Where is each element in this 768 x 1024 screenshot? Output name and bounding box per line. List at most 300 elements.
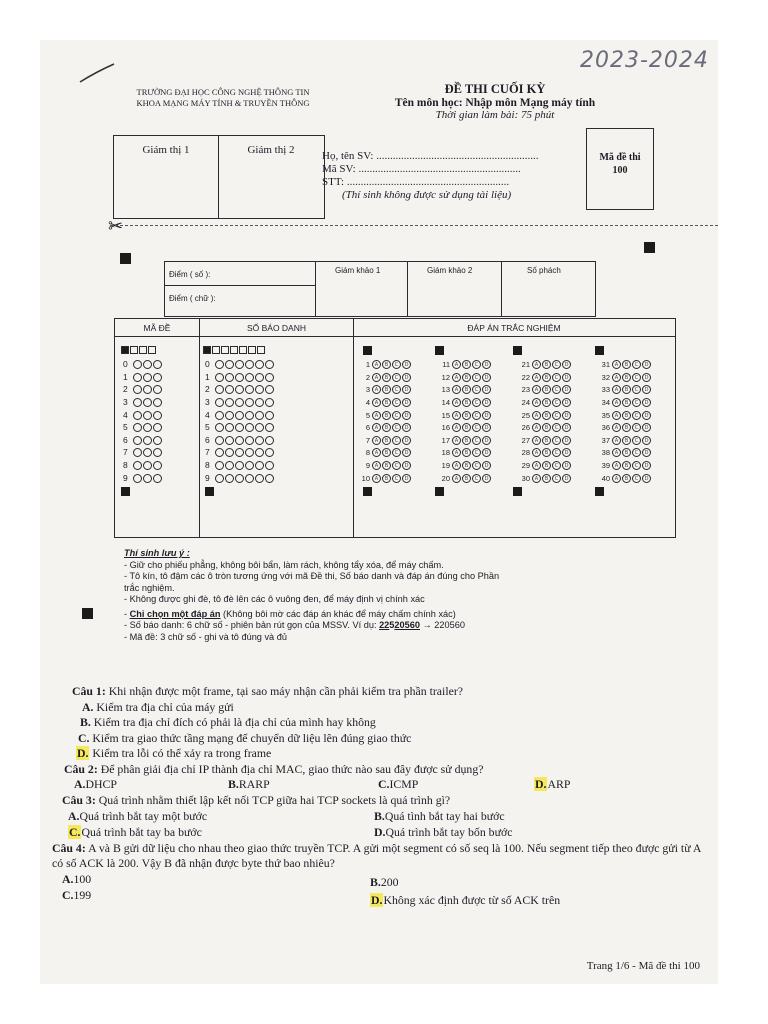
student-number-bubble — [245, 461, 254, 470]
exam-code-bubble-row — [123, 435, 163, 446]
student-number-bubble — [225, 448, 234, 457]
student-number-bubble — [235, 373, 244, 382]
alignment-marker — [435, 346, 444, 355]
answer-bubble-a: A — [612, 423, 621, 432]
answer-bubble-row — [599, 422, 652, 433]
answer-bubble-b: B — [382, 461, 391, 470]
exam-code-bubble — [143, 360, 152, 369]
question-number: 35 — [601, 410, 610, 420]
exam-code-bubble — [153, 373, 162, 382]
score-table — [164, 261, 596, 317]
answer-bubble-a: A — [452, 474, 461, 483]
answer-bubble-c: C — [632, 398, 641, 407]
student-number-bubble — [245, 436, 254, 445]
answer-bubble-c: C — [472, 360, 481, 369]
option: A. DHCP — [74, 777, 117, 791]
question-number: 18 — [441, 448, 450, 458]
question-number: 32 — [601, 372, 610, 382]
answer-bubble-b: B — [382, 373, 391, 382]
answer-bubble-a: A — [452, 373, 461, 382]
answer-bubble-a: A — [532, 385, 541, 394]
student-number-bubble — [225, 373, 234, 382]
proctor-2-label: Giám thị 2 — [247, 144, 295, 156]
answer-bubble-row — [439, 409, 492, 420]
exam-code-bubble — [153, 360, 162, 369]
answer-bubble-d: D — [642, 448, 651, 457]
answer-bubble-a: A — [612, 373, 621, 382]
answer-bubble-a: A — [612, 398, 621, 407]
exam-code-bubble — [133, 398, 142, 407]
digit-label: 7 — [123, 447, 128, 458]
digit-label: 8 — [123, 460, 128, 471]
exam-code-bubble-row — [123, 409, 163, 420]
option: C. Kiểm tra giao thức tầng mạng để chuyển dữ liệu lên đúng giao thức — [78, 730, 412, 745]
scissors-icon: ✂ — [108, 216, 124, 237]
option: A. Quá trình bắt tay một bước — [68, 808, 208, 823]
year-handwritten: 2023-2024 — [580, 48, 709, 73]
digit-label: 5 — [123, 422, 128, 433]
option: B. Quá tình bắt tay hai bước — [374, 808, 505, 823]
question-number: 8 — [365, 448, 370, 458]
answer-bubble-d: D — [482, 398, 491, 407]
alignment-marker — [435, 487, 444, 496]
question-number: 9 — [365, 461, 370, 471]
exam-code-bubble — [153, 448, 162, 457]
answer-bubble-row — [359, 397, 412, 408]
answer-bubble-b: B — [382, 474, 391, 483]
alignment-marker — [595, 487, 604, 496]
student-number-bubble — [225, 411, 234, 420]
answer-bubble-b: B — [382, 448, 391, 457]
question-4: Câu 4: A và B gửi dữ liệu cho nhau theo giao thức truyền TCP. A gửi một segment có số seq là 100. Nếu segment tiếp theo được gửi từ A có số ACK là 200. Vậy B đã nhận được byte thứ bao nhiêu? — [52, 840, 701, 870]
question-2: Câu 2: Để phân giải địa chỉ IP thành địa chỉ MAC, giao thức nào sau đây được sử dụng? — [64, 761, 484, 776]
answer-bubble-b: B — [462, 385, 471, 394]
answer-bubble-b: B — [542, 385, 551, 394]
answer-bubble-b: B — [542, 436, 551, 445]
digit-label: 6 — [123, 434, 128, 445]
options-row — [52, 809, 702, 825]
answer-bubble-b: B — [382, 423, 391, 432]
answer-bubble-c: C — [392, 423, 401, 432]
student-number-bubble — [255, 436, 264, 445]
grader-2-label: Giám khảo 2 — [427, 266, 473, 275]
question-number: 24 — [521, 398, 530, 408]
digit-label: 8 — [205, 460, 210, 471]
answer-bubble-row — [439, 372, 492, 383]
exam-title: ĐỀ THI CUỐI KỲ — [444, 82, 546, 96]
answer-bubble-d: D — [562, 448, 571, 457]
answer-bubble-b: B — [542, 398, 551, 407]
question-number: 30 — [521, 473, 530, 483]
subject-name: Tên môn học: Nhập môn Mạng máy tính — [394, 97, 596, 109]
question-number: 37 — [601, 435, 610, 445]
question-number: 11 — [442, 360, 450, 370]
student-number-bubble — [245, 373, 254, 382]
question-number: 39 — [601, 461, 610, 471]
student-number-bubble — [235, 411, 244, 420]
question-number: 23 — [521, 385, 530, 395]
option: A. 100 — [62, 871, 92, 886]
answer-bubble-a: A — [612, 411, 621, 420]
question-number: 6 — [365, 423, 370, 433]
answer-bubble-b: B — [542, 423, 551, 432]
student-number-digit-box — [221, 346, 229, 354]
answer-bubble-b: B — [462, 461, 471, 470]
question-number: 3 — [365, 385, 370, 395]
answer-bubble-d: D — [642, 461, 651, 470]
student-number-bubble — [215, 423, 224, 432]
student-number-bubble — [245, 411, 254, 420]
answer-bubble-a: A — [532, 373, 541, 382]
answer-bubble-c: C — [632, 436, 641, 445]
exam-code-bubble-row — [123, 422, 163, 433]
answer-bubble-row — [519, 472, 572, 483]
answer-bubble-row — [599, 359, 652, 370]
exam-code-bubble — [143, 373, 152, 382]
serial-label: Số phách — [527, 266, 561, 275]
answer-bubble-c: C — [472, 461, 481, 470]
cut-line — [110, 225, 718, 226]
answer-bubble-d: D — [482, 436, 491, 445]
question-number: 5 — [365, 410, 370, 420]
answer-bubble-b: B — [382, 385, 391, 394]
answer-bubble-a: A — [612, 360, 621, 369]
student-number-bubble — [235, 423, 244, 432]
answer-bubble-a: A — [532, 448, 541, 457]
pen-stroke-mark — [78, 60, 118, 86]
answer-bubble-d: D — [642, 423, 651, 432]
alignment-marker — [595, 346, 604, 355]
question-number: 17 — [441, 435, 450, 445]
code-digit-box — [148, 346, 156, 354]
digit-label: 1 — [123, 371, 128, 382]
question-number: 28 — [521, 448, 530, 458]
answer-bubble-a: A — [372, 373, 381, 382]
answer-bubble-c: C — [552, 461, 561, 470]
omr-answers-header: ĐÁP ÁN TRẮC NGHIỆM — [467, 323, 561, 333]
answer-bubble-b: B — [462, 423, 471, 432]
answer-bubble-d: D — [562, 423, 571, 432]
question-number: 38 — [601, 448, 610, 458]
question-number: 2 — [365, 372, 370, 382]
student-number-bubble — [235, 398, 244, 407]
student-number-bubble — [255, 385, 264, 394]
options-row — [52, 777, 702, 793]
exam-code-bubble-row — [123, 384, 163, 395]
fill-dots: ........................................................... — [358, 163, 521, 175]
answer-bubble-row — [439, 359, 492, 370]
question-3: Câu 3: Quá trình nhằm thiết lập kết nối TCP giữa hai TCP sockets là quá trình gì? — [62, 793, 451, 807]
answer-bubble-d: D — [562, 411, 571, 420]
answer-bubble-c: C — [472, 385, 481, 394]
option: B. Kiểm tra địa chỉ đích có phải là địa chỉ của mình hay không — [80, 715, 376, 729]
answer-bubble-b: B — [382, 436, 391, 445]
answer-bubble-c: C — [632, 411, 641, 420]
student-number-bubble-row — [205, 384, 275, 395]
exam-code-bubble — [153, 385, 162, 394]
student-stt-field — [322, 176, 592, 189]
answer-bubble-d: D — [562, 436, 571, 445]
exam-code-value: 100 — [612, 165, 628, 176]
exam-code-bubble-row — [123, 472, 163, 483]
exam-code-bubble — [153, 398, 162, 407]
student-number-bubble-row — [205, 359, 275, 370]
student-number-bubble — [245, 474, 254, 483]
exam-code-box — [586, 128, 654, 210]
exam-code-bubble — [133, 461, 142, 470]
answer-bubble-row — [519, 460, 572, 471]
note-line: trắc nghiệm. — [124, 582, 175, 593]
answer-bubble-row — [599, 460, 652, 471]
student-number-digit-box — [203, 346, 211, 354]
answer-bubble-b: B — [462, 411, 471, 420]
student-number-bubble — [215, 360, 224, 369]
student-number-digit-box — [248, 346, 256, 354]
answer-bubble-a: A — [532, 436, 541, 445]
student-number-bubble-row — [205, 422, 275, 433]
proctor-2-cell — [219, 136, 323, 218]
student-number-bubble — [225, 461, 234, 470]
answer-bubble-b: B — [462, 448, 471, 457]
student-number-bubble — [245, 360, 254, 369]
answer-bubble-row — [359, 372, 412, 383]
student-number-bubble — [235, 385, 244, 394]
exam-code-bubble — [143, 385, 152, 394]
options-row — [52, 872, 702, 888]
answer-bubble-a: A — [372, 411, 381, 420]
student-number-bubble — [235, 360, 244, 369]
answer-bubble-d: D — [402, 448, 411, 457]
answer-bubble-d: D — [402, 385, 411, 394]
question-number: 14 — [441, 398, 450, 408]
student-info-fields — [322, 150, 592, 202]
answer-bubble-row — [599, 447, 652, 458]
omr-code-header: MÃ ĐỀ — [143, 323, 171, 333]
student-number-digit-box — [230, 346, 238, 354]
question-number: 29 — [521, 461, 530, 471]
student-number-bubble — [215, 385, 224, 394]
exam-code-bubble — [143, 474, 152, 483]
alignment-marker — [513, 346, 522, 355]
answer-bubble-row — [439, 422, 492, 433]
alignment-marker — [82, 608, 93, 619]
page-footer: Trang 1/6 - Mã đề thi 100 — [586, 960, 700, 972]
answer-bubble-c: C — [632, 448, 641, 457]
answer-bubble-c: C — [472, 436, 481, 445]
school-line-2: KHOA MẠNG MÁY TÍNH & TRUYỀN THÔNG — [136, 98, 310, 108]
answer-bubble-b: B — [622, 360, 631, 369]
exam-paper — [40, 40, 718, 984]
answer-bubble-a: A — [372, 385, 381, 394]
option-marked: D. Kiểm tra lỗi có thể xảy ra trong frame — [77, 746, 272, 760]
answer-bubble-b: B — [622, 461, 631, 470]
student-number-bubble-row — [205, 397, 275, 408]
student-number-bubble-row — [205, 472, 275, 483]
student-number-bubble-row — [205, 372, 275, 383]
digit-label: 2 — [123, 384, 128, 395]
answer-bubble-d: D — [482, 411, 491, 420]
answer-bubble-c: C — [632, 423, 641, 432]
question-number: 16 — [441, 423, 450, 433]
student-number-bubble — [215, 448, 224, 457]
answer-bubble-a: A — [372, 398, 381, 407]
answer-bubble-a: A — [452, 360, 461, 369]
proctor-signature-box — [113, 135, 325, 219]
digit-label: 4 — [205, 409, 210, 420]
student-number-bubble — [215, 398, 224, 407]
answer-bubble-d: D — [482, 474, 491, 483]
exam-code-bubble-row — [123, 397, 163, 408]
answer-bubble-row — [439, 397, 492, 408]
answer-bubble-b: B — [622, 474, 631, 483]
omr-id-header: SỐ BÁO DANH — [246, 323, 307, 333]
answer-bubble-row — [599, 397, 652, 408]
answer-bubble-row — [599, 372, 652, 383]
exam-code-bubble — [143, 411, 152, 420]
answer-bubble-d: D — [402, 436, 411, 445]
question-number: 20 — [441, 473, 450, 483]
answer-bubble-a: A — [372, 461, 381, 470]
note-choose-one: - Chỉ chọn một đáp án (Không bôi mờ các đáp án khác để máy chấm chính xác) — [124, 608, 456, 619]
exam-code — [587, 151, 653, 177]
answer-bubble-d: D — [402, 423, 411, 432]
student-number-bubble — [235, 461, 244, 470]
answer-bubble-a: A — [452, 411, 461, 420]
exam-code-bubble — [133, 474, 142, 483]
alignment-marker — [363, 346, 372, 355]
exam-code-bubble — [153, 411, 162, 420]
student-number-bubble — [215, 373, 224, 382]
exam-code-label: Mã đề thi — [599, 152, 641, 163]
options-row — [52, 887, 702, 907]
question-number: 19 — [441, 461, 450, 471]
note-line: - Tô kín, tô đậm các ô tròn tương ứng với mã Đề thi, Số báo danh và đáp án đúng cho Phần — [124, 571, 500, 581]
option-marked: D. ARP — [535, 777, 571, 791]
answer-bubble-c: C — [392, 448, 401, 457]
exam-code-boxes — [121, 344, 157, 355]
question-number: 15 — [441, 410, 450, 420]
answer-bubble-a: A — [372, 436, 381, 445]
answer-bubble-b: B — [462, 436, 471, 445]
answer-bubble-a: A — [452, 461, 461, 470]
answer-bubble-c: C — [392, 436, 401, 445]
answer-bubble-b: B — [622, 385, 631, 394]
answer-bubble-d: D — [482, 360, 491, 369]
grader-1-label: Giám khảo 1 — [335, 266, 381, 275]
answer-bubble-a: A — [532, 423, 541, 432]
answer-bubble-a: A — [452, 423, 461, 432]
answer-bubble-a: A — [372, 448, 381, 457]
student-name-field — [322, 150, 592, 163]
answer-bubble-c: C — [392, 398, 401, 407]
answer-bubble-c: C — [552, 436, 561, 445]
note-line: - Không được ghi đè, tô đè lên các ô vuông đen, để máy định vị chính xác — [124, 594, 425, 604]
answer-bubble-c: C — [632, 385, 641, 394]
digit-label: 3 — [205, 397, 210, 408]
digit-label: 1 — [205, 371, 210, 382]
answer-bubble-d: D — [642, 398, 651, 407]
question-number: 40 — [601, 473, 610, 483]
answer-bubble-b: B — [382, 411, 391, 420]
answer-bubble-c: C — [392, 373, 401, 382]
answer-bubble-d: D — [642, 436, 651, 445]
student-number-bubble — [245, 448, 254, 457]
note-student-number: - Số báo danh: 6 chữ số - phiên bản rút gọn của MSSV. Ví dụ: 22520560 → 220560 — [124, 620, 465, 630]
question-number: 25 — [521, 410, 530, 420]
answer-bubble-row — [359, 409, 412, 420]
answer-bubble-d: D — [642, 360, 651, 369]
answer-bubble-a: A — [452, 385, 461, 394]
answer-bubble-a: A — [532, 411, 541, 420]
student-number-bubble-row — [205, 409, 275, 420]
answer-bubble-c: C — [632, 373, 641, 382]
fill-dots: ........................................................... — [346, 176, 510, 188]
answer-bubble-a: A — [612, 474, 621, 483]
alignment-marker — [513, 487, 522, 496]
student-name-label: Họ, tên SV: — [322, 150, 374, 162]
answer-bubble-row — [599, 435, 652, 446]
student-number-bubble — [245, 398, 254, 407]
answer-bubble-c: C — [552, 398, 561, 407]
answer-bubble-b: B — [622, 373, 631, 382]
answer-bubble-c: C — [472, 398, 481, 407]
answer-bubble-a: A — [612, 436, 621, 445]
exam-code-bubble — [133, 385, 142, 394]
student-number-bubble — [255, 474, 264, 483]
student-number-bubble — [265, 398, 274, 407]
answer-bubble-a: A — [372, 360, 381, 369]
answer-bubble-d: D — [642, 411, 651, 420]
question-1: Câu 1: Khi nhận được một frame, tại sao máy nhận cần phải kiểm tra phần trailer? — [72, 684, 464, 698]
exam-title-block — [370, 82, 620, 121]
answer-bubble-d: D — [402, 474, 411, 483]
student-number-bubble — [215, 436, 224, 445]
question-number: 10 — [361, 473, 370, 483]
answer-bubble-c: C — [472, 448, 481, 457]
question-number: 26 — [521, 423, 530, 433]
note-line: - Giữ cho phiếu phẳng, không bôi bẩn, làm rách, không tẩy xóa, để máy chấm. — [124, 559, 444, 570]
digit-label: 3 — [123, 397, 128, 408]
code-digit-box — [130, 346, 138, 354]
answer-bubble-d: D — [482, 448, 491, 457]
answer-bubble-d: D — [482, 373, 491, 382]
answer-bubble-c: C — [392, 461, 401, 470]
exam-code-bubble — [143, 423, 152, 432]
student-number-bubble — [255, 373, 264, 382]
answer-bubble-a: A — [532, 360, 541, 369]
student-number-digit-box — [257, 346, 265, 354]
answer-bubble-row — [439, 435, 492, 446]
answer-bubble-a: A — [612, 448, 621, 457]
answer-bubble-row — [359, 384, 412, 395]
answer-bubble-d: D — [482, 461, 491, 470]
exam-code-bubble — [133, 373, 142, 382]
answer-bubble-a: A — [372, 423, 381, 432]
answer-bubble-c: C — [552, 373, 561, 382]
option: C. 199 — [62, 887, 92, 902]
answer-bubble-c: C — [472, 373, 481, 382]
answer-bubble-b: B — [382, 360, 391, 369]
student-number-bubble — [225, 360, 234, 369]
answer-bubble-a: A — [452, 448, 461, 457]
student-number-bubble — [265, 411, 274, 420]
answer-bubble-c: C — [632, 461, 641, 470]
student-number-bubble — [265, 373, 274, 382]
question-number: 21 — [521, 360, 530, 370]
answer-bubble-row — [519, 372, 572, 383]
student-id-label: Mã SV: — [322, 163, 356, 175]
exam-code-bubble — [133, 423, 142, 432]
